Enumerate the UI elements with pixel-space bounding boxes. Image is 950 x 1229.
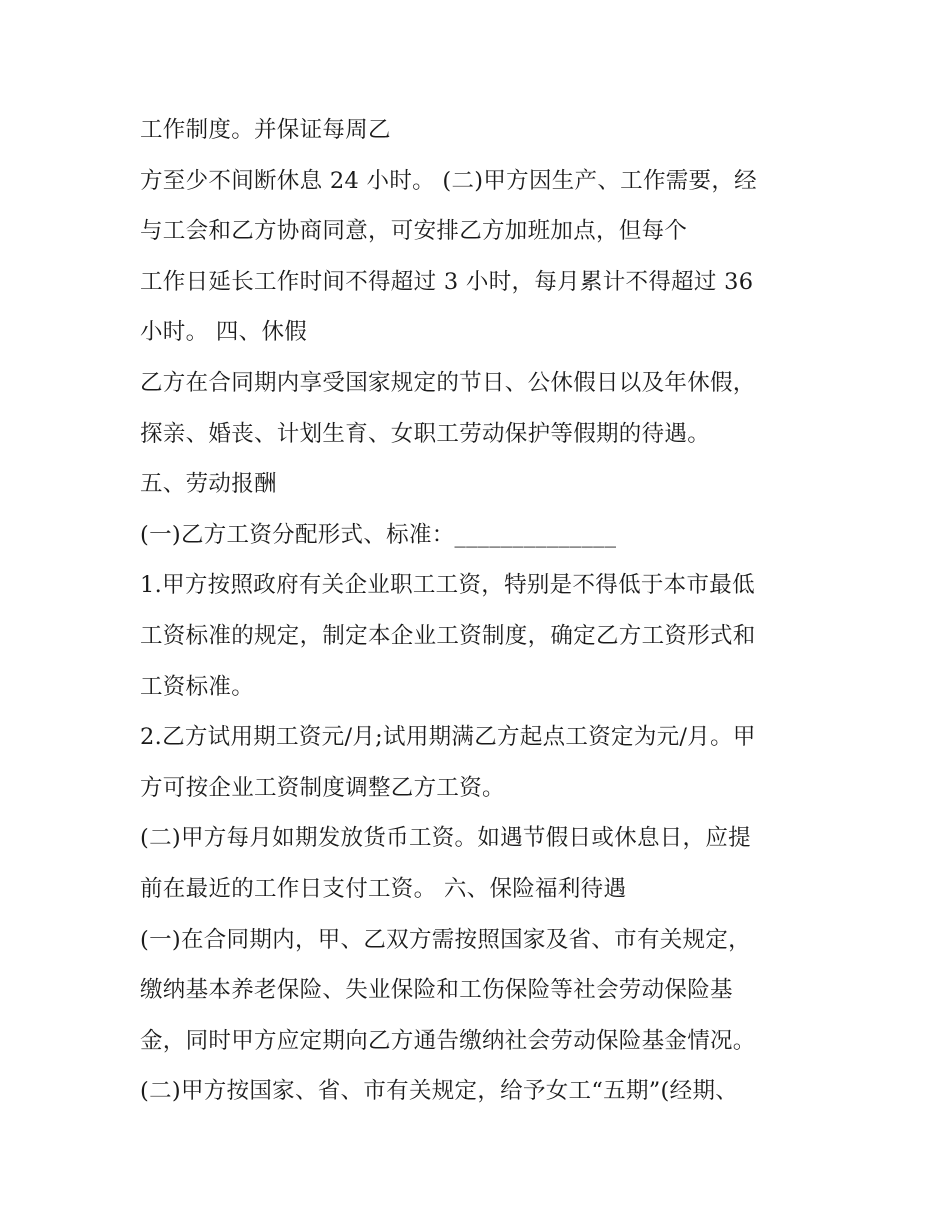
section-heading: 五、劳动报酬 [140, 471, 277, 498]
text-line: 与工会和乙方协商同意，可安排乙方加班加点，但每个 [140, 218, 688, 245]
text-line: (一)乙方工资分配形式、标准：______________ [140, 521, 617, 548]
text-line: 1.甲方按照政府有关企业职工工资，特别是不得低于本市最低 [140, 572, 755, 599]
text-line: 工作日延长工作时间不得超过 3 小时，每月累计不得超过 36 [140, 268, 754, 295]
text-line: 方可按企业工资制度调整乙方工资。 [140, 774, 505, 801]
text-line: 2.乙方试用期工资元/月;试用期满乙方起点工资定为元/月。甲 [140, 724, 756, 751]
text-line: 工作制度。并保证每周乙 [140, 117, 391, 143]
text-line: 缴纳基本养老保险、失业保险和工伤保险等社会劳动保险基 [140, 977, 733, 1004]
text-line: 小时。 四、休假 [140, 319, 308, 346]
text-line: 工资标准的规定，制定本企业工资制度，确定乙方工资形式和 [140, 622, 756, 649]
text-line: 方至少不间断休息 24 小时。 (二)甲方因生产、工作需要，经 [140, 167, 757, 194]
text-line: 探亲、婚丧、计划生育、女职工劳动保护等假期的待遇。 [140, 420, 711, 447]
text-line: 金，同时甲方应定期向乙方通告缴纳社会劳动保险基金情况。 [140, 1027, 756, 1054]
text-line: (一)在合同期内，甲、乙双方需按照国家及省、市有关规定， [140, 926, 751, 953]
text-line: (二)甲方每月如期发放货币工资。如遇节假日或休息日，应提 [140, 825, 751, 852]
text-line: (二)甲方按国家、省、市有关规定，给予女工“五期”(经期、 [140, 1078, 739, 1105]
text-line: 乙方在合同期内享受国家规定的节日、公休假日以及年休假， [140, 369, 756, 396]
document-body [140, 105, 830, 1117]
text-line: 前在最近的工作日支付工资。 六、保险福利待遇 [140, 875, 627, 902]
text-line: 工资标准。 [140, 673, 255, 700]
